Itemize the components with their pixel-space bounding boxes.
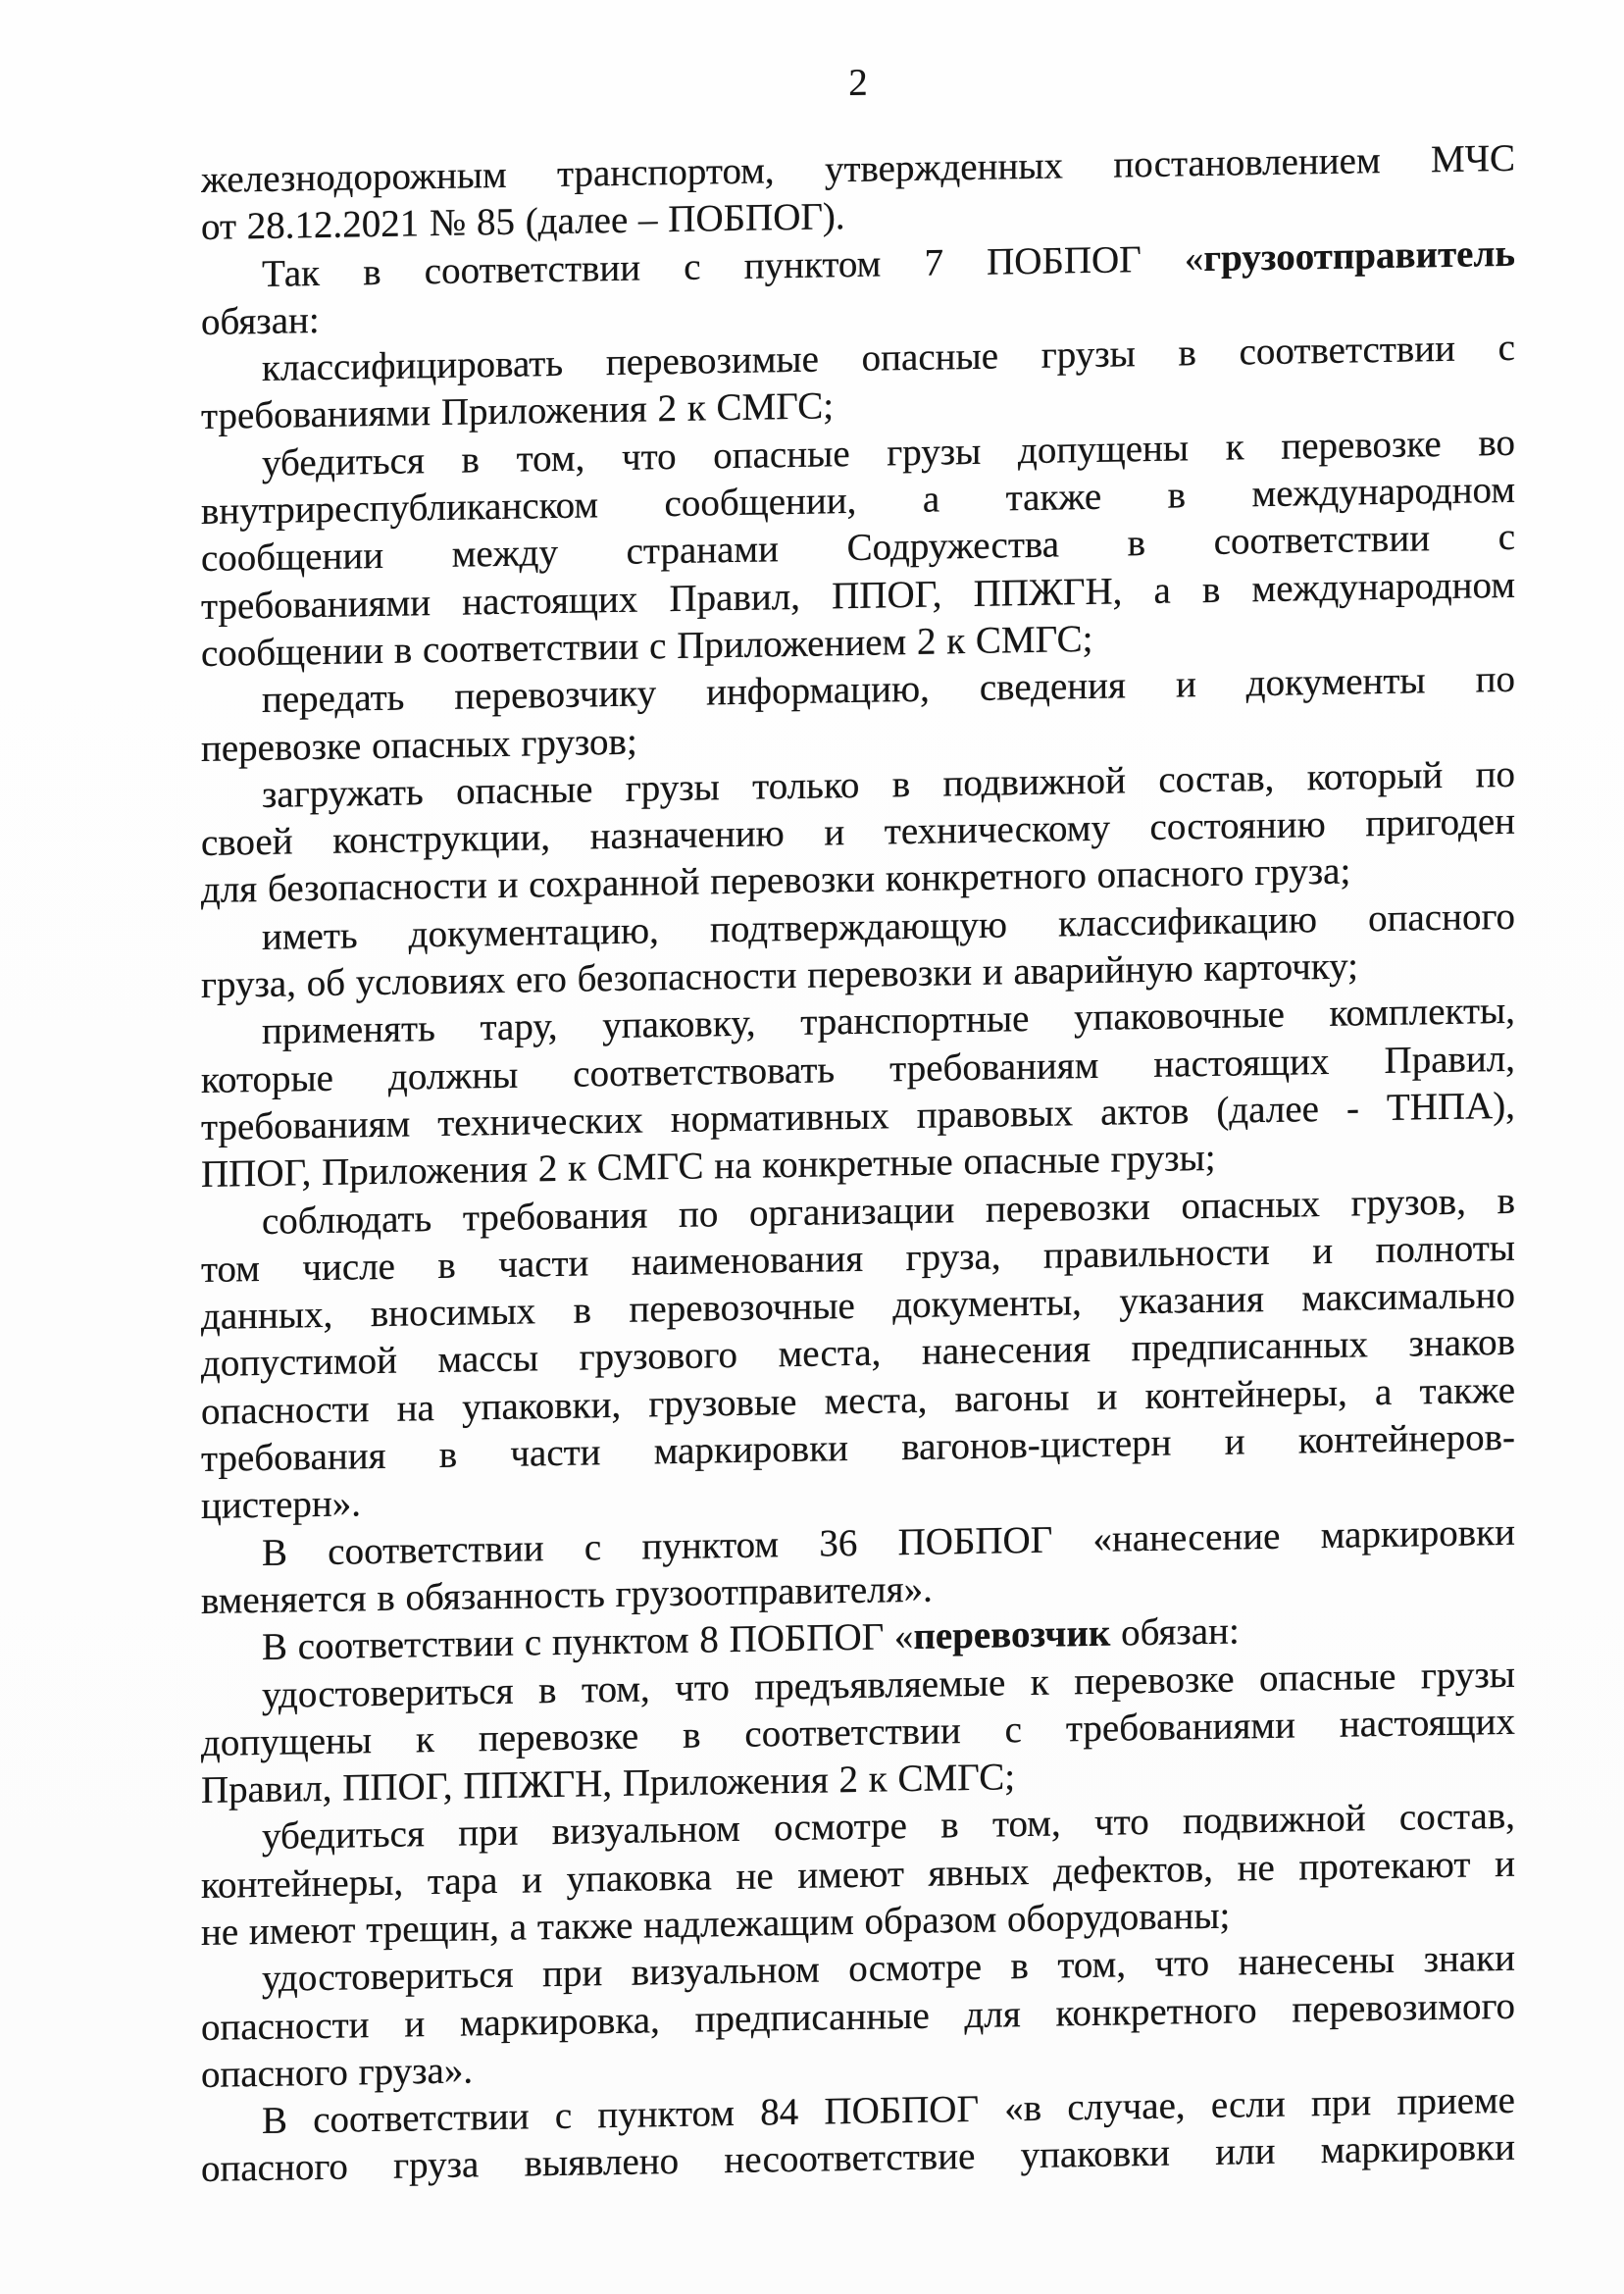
text-segment: данных, вносимых в перевозочные документы, указания максимально — [201, 1273, 1515, 1339]
text-segment: своей конструкции, назначению и техническому состоянию пригоден — [201, 799, 1515, 865]
document-body — [201, 135, 1515, 2194]
text-segment: том числе в части наименования груза, правильности и полноты — [201, 1226, 1515, 1291]
text-segment: требования в части маркировки вагонов-цистерн и контейнеров- — [201, 1415, 1515, 1481]
text-segment: внутриреспубликанском сообщении, а также в международном — [201, 468, 1515, 534]
text-segment: сообщении между странами Содружества в соответствии с — [201, 516, 1515, 581]
text-segment: удостовериться при визуальном осмотре в том, что нанесены знаки — [262, 1937, 1515, 2001]
text-segment: груза, об условиях его безопасности перевозки и аварийную карточку; — [201, 944, 1358, 1007]
text-segment: не имеют трещин, а также надлежащим образом оборудованы; — [201, 1894, 1231, 1954]
text-segment: цистерн». — [201, 1482, 362, 1528]
text-segment: удостовериться в том, что предъявляемые к перевозке опасные грузы — [262, 1653, 1515, 1716]
text-segment: соблюдать требования по организации перевозки опасных грузов, в — [262, 1179, 1515, 1243]
text-segment: Так в соответствии с пунктом 7 ПОБПОГ « — [262, 236, 1204, 295]
text-segment: иметь документацию, подтверждающую классификацию опасного — [262, 894, 1515, 958]
text-segment: опасного груза выявлено несоответствие упаковки или маркировки — [201, 2126, 1515, 2191]
text-segment: железнодорожным транспортом, утвержденных постановлением МЧС — [201, 136, 1515, 201]
text-segment: требованиями Приложения 2 к СМГС; — [201, 384, 835, 438]
text-segment: ППОГ, Приложения 2 к СМГС на конкретные опасные грузы; — [201, 1137, 1216, 1197]
text-segment: передать перевозчику информацию, сведения и документы по — [262, 658, 1515, 722]
text-segment: допущены к перевозке в соответствии с требованиями настоящих — [201, 1700, 1515, 1764]
bold-text-segment: перевозчик — [913, 1611, 1111, 1658]
text-segment: убедиться при визуальном осмотре в том, что подвижной состав, — [262, 1795, 1515, 1859]
text-segment: В соответствии с пунктом 84 ПОБПОГ «в случае, если при приеме — [262, 2078, 1515, 2143]
text-segment: обязан: — [201, 298, 320, 343]
text-segment: убедиться в том, что опасные грузы допущены к перевозке во — [262, 421, 1515, 484]
text-segment: опасности на упаковки, грузовые места, вагоны и контейнеры, а также — [201, 1368, 1515, 1433]
text-segment: вменяется в обязанность грузоотправителя». — [201, 1567, 933, 1622]
text-segment: сообщении в соответствии с Приложением 2 к СМГС; — [201, 617, 1093, 675]
text-segment: требованиями настоящих Правил, ППОГ, ППЖГН, а в международном — [201, 563, 1515, 628]
text-segment: допустимой массы грузового места, нанесения предписанных знаков — [201, 1321, 1515, 1386]
text-segment: которые должны соответствовать требованиям настоящих Правил, — [201, 1037, 1515, 1101]
text-segment: от 28.12.2021 № 85 (далее – ПОБПОГ). — [201, 195, 845, 249]
text-segment: для безопасности и сохранной перевозки конкретного опасного груза; — [201, 850, 1351, 912]
scanned-document-page — [201, 49, 1515, 2194]
text-segment: загружать опасные грузы только в подвижной состав, который по — [262, 752, 1515, 816]
text-segment: опасного груза». — [201, 2049, 474, 2096]
text-segment: обязан: — [1110, 1609, 1240, 1655]
bold-text-segment: грузоотправитель — [1203, 231, 1515, 280]
text-segment: В соответствии с пунктом 8 ПОБПОГ « — [262, 1615, 914, 1669]
text-segment: классифицировать перевозимые опасные грузы в соответствии с — [262, 326, 1515, 390]
text-segment: опасности и маркировка, предписанные для конкретного перевозимого — [201, 1984, 1515, 2049]
text-segment: требованиям технических нормативных правовых актов (далее - ТНПА), — [201, 1084, 1515, 1148]
page-number: 2 — [848, 61, 868, 105]
text-segment: контейнеры, тара и упаковка не имеют явных дефектов, не протекают и — [201, 1842, 1515, 1907]
text-segment: В соответствии с пунктом 36 ПОБПОГ «нанесение маркировки — [262, 1510, 1515, 1574]
text-segment: применять тару, упаковку, транспортные упаковочные комплекты, — [262, 990, 1515, 1053]
text-segment: перевозке опасных грузов; — [201, 720, 637, 770]
text-segment: Правил, ППОГ, ППЖГН, Приложения 2 к СМГС; — [201, 1756, 1016, 1812]
